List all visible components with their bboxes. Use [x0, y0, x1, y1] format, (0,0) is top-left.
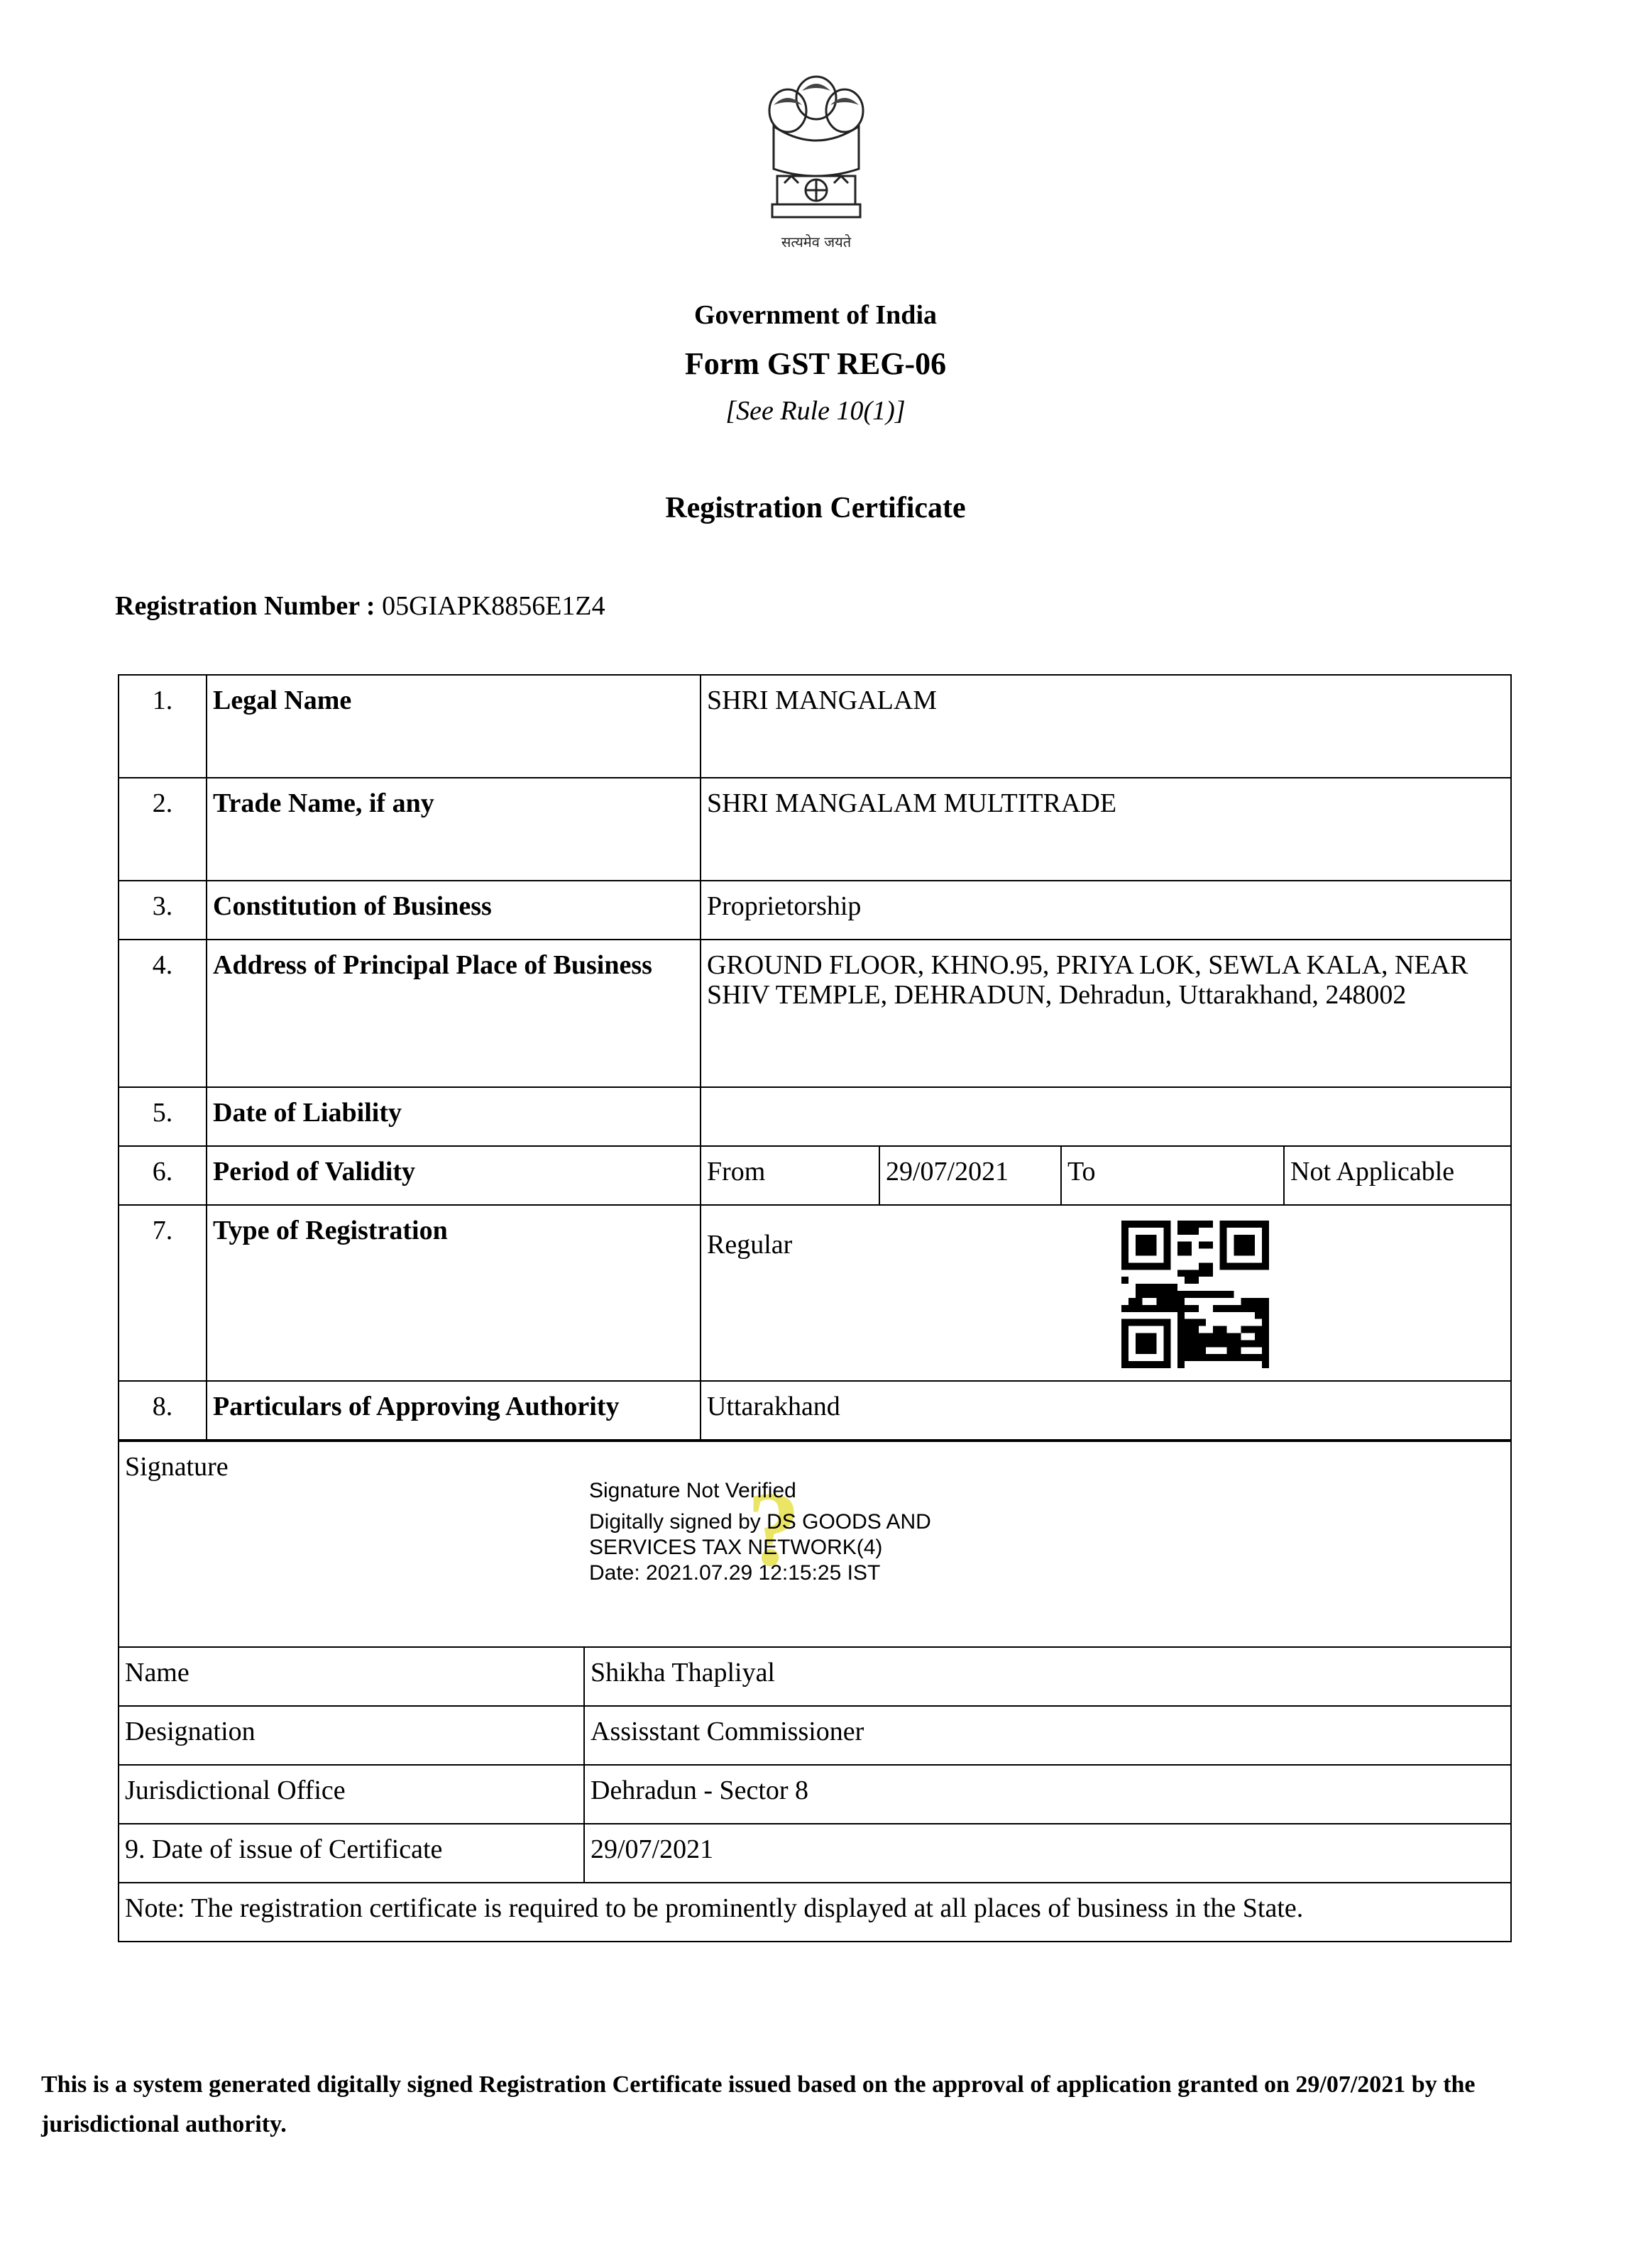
svg-text:?: ?	[747, 1476, 801, 1575]
approving-authority-value: Uttarakhand	[701, 1381, 1511, 1440]
designation-label: Designation	[119, 1706, 584, 1765]
row-label: Date of Liability	[207, 1087, 701, 1146]
issue-date-label: 9. Date of issue of Certificate	[119, 1824, 584, 1883]
signature-signer: Digitally signed by DS GOODS AND	[589, 1510, 931, 1534]
qr-code-icon	[1121, 1221, 1269, 1368]
signature-signer-org: SERVICES TAX NETWORK(4)	[589, 1536, 883, 1559]
row-label: Constitution of Business	[207, 881, 701, 940]
jurisdictional-office-label: Jurisdictional Office	[119, 1765, 584, 1824]
table-row	[119, 1824, 1511, 1883]
government-title: Government of India	[694, 300, 937, 330]
registration-details-table	[118, 674, 1512, 1441]
row-number: 8.	[119, 1381, 207, 1440]
table-row	[119, 675, 1511, 778]
trade-name-value: SHRI MANGALAM MULTITRADE	[701, 778, 1511, 881]
footer-disclaimer: This is a system generated digitally signed Registration Certificate issued based on the approval of application granted on 29/07/2021 by the jurisdictional authority.	[41, 2071, 1476, 2137]
validity-to-label: To	[1061, 1146, 1284, 1205]
table-row	[119, 1765, 1511, 1824]
note-text: Note: The registration certificate is required to be prominently displayed at all places of business in the State.	[119, 1883, 1511, 1942]
name-value: Shikha Thapliyal	[584, 1647, 1511, 1706]
table-row	[119, 940, 1511, 1087]
national-emblem	[752, 70, 880, 261]
row-number: 7.	[119, 1205, 207, 1381]
registration-type-value: Regular	[701, 1205, 1511, 1381]
registration-number-label: Registration Number :	[115, 591, 375, 621]
registration-number-value: 05GIAPK8856E1Z4	[382, 591, 605, 621]
form-title: Form GST REG-06	[684, 346, 947, 381]
table-row	[119, 1883, 1511, 1942]
row-label: Address of Principal Place of Business	[207, 940, 701, 1087]
table-row	[119, 881, 1511, 940]
rule-reference: [See Rule 10(1)]	[725, 396, 906, 426]
row-number: 4.	[119, 940, 207, 1087]
name-label: Name	[119, 1647, 584, 1706]
table-row	[119, 1087, 1511, 1146]
row-label: Particulars of Approving Authority	[207, 1381, 701, 1440]
legal-name-value: SHRI MANGALAM	[701, 675, 1511, 778]
signature-date: Date: 2021.07.29 12:15:25 IST	[589, 1561, 881, 1585]
table-row	[119, 1146, 1511, 1205]
designation-value: Assisstant Commissioner	[584, 1706, 1511, 1765]
row-number: 5.	[119, 1087, 207, 1146]
signature-status: Signature Not Verified	[589, 1479, 796, 1502]
row-label: Legal Name	[207, 675, 701, 778]
table-row	[119, 778, 1511, 881]
table-row	[119, 1647, 1511, 1706]
row-number: 1.	[119, 675, 207, 778]
table-row	[119, 1205, 1511, 1381]
address-value: GROUND FLOOR, KHNO.95, PRIYA LOK, SEWLA KALA, NEAR SHIV TEMPLE, DEHRADUN, Dehradun, Uttarakhand, 248002	[701, 940, 1511, 1087]
table-row	[119, 1381, 1511, 1440]
jurisdictional-office-value: Dehradun - Sector 8	[584, 1765, 1511, 1824]
certificate-title: Registration Certificate	[665, 492, 966, 524]
table-row	[119, 1706, 1511, 1765]
issue-date-value: 29/07/2021	[584, 1824, 1511, 1883]
registration-number	[115, 590, 605, 622]
row-number: 2.	[119, 778, 207, 881]
row-label: Trade Name, if any	[207, 778, 701, 881]
validity-to-value: Not Applicable	[1284, 1146, 1511, 1205]
date-of-liability-value	[701, 1087, 1511, 1146]
emblem-motto: सत्यमेव जयते	[781, 233, 852, 251]
digital-signature-block	[589, 1478, 931, 1586]
validity-from-value: 29/07/2021	[879, 1146, 1061, 1205]
constitution-value: Proprietorship	[701, 881, 1511, 940]
validity-from-label: From	[701, 1146, 879, 1205]
row-number: 6.	[119, 1146, 207, 1205]
row-label: Period of Validity	[207, 1146, 701, 1205]
row-number: 3.	[119, 881, 207, 940]
row-label: Type of Registration	[207, 1205, 701, 1381]
signature-label: Signature	[119, 1441, 1511, 1647]
